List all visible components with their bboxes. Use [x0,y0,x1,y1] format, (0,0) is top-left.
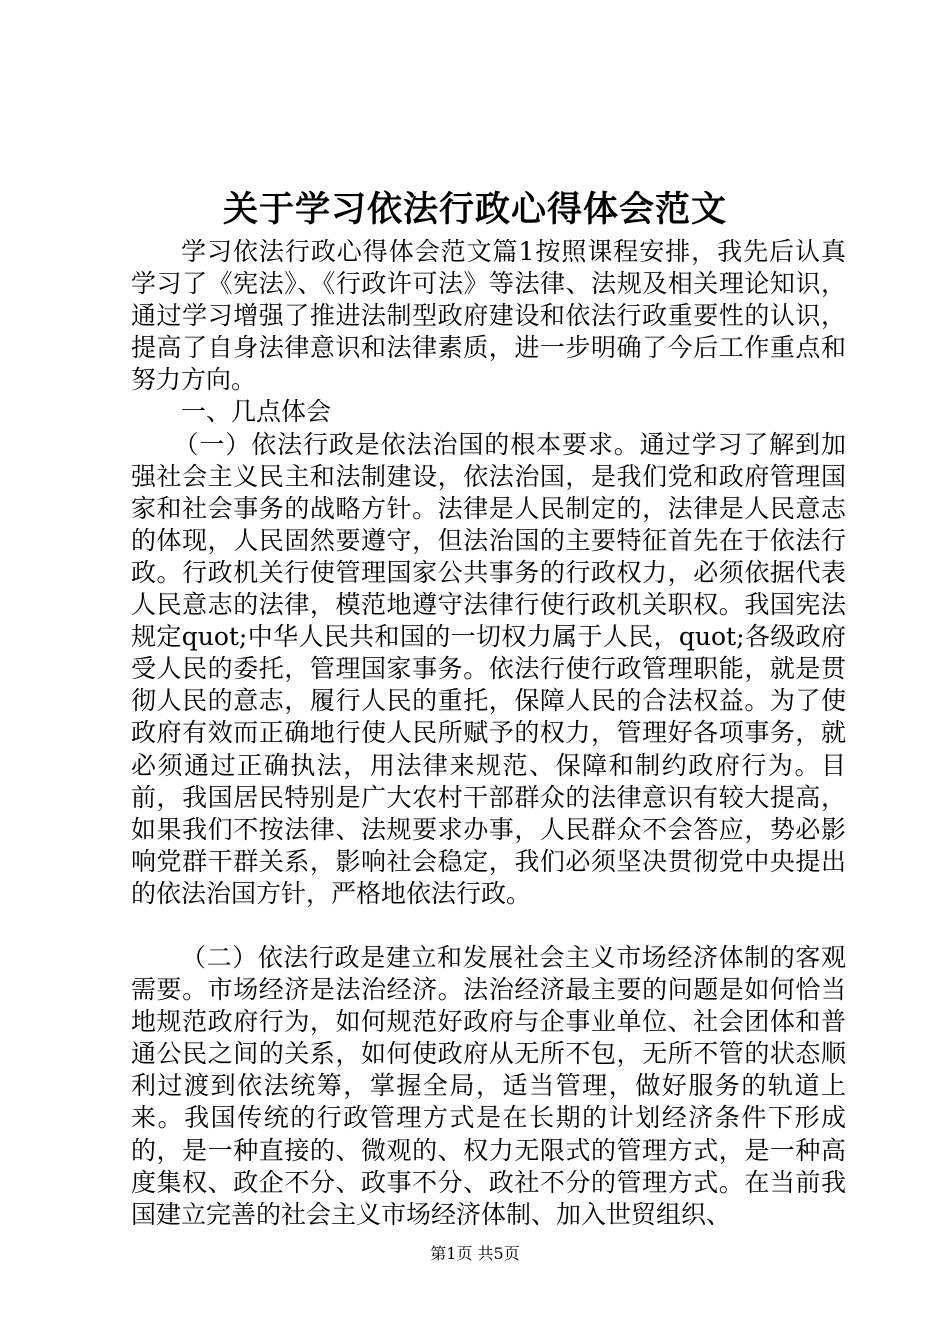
page-footer: 第1页 共5页 [430,1244,520,1263]
document-title: 关于学习依法行政心得体会范文 [222,189,727,230]
document-body [131,236,846,1231]
paragraph-intro: 学习依法行政心得体会范文篇1按照课程安排，我先后认真学习了《宪法》、《行政许可法》等法律、法规及相关理论知识，通过学习增强了推进法制型政府建设和依法行政重要性的认识，提高了自身法律意识和法律素质，进一步明确了今后工作重点和努力方向。 [131,237,846,395]
paragraph-gap [131,910,846,942]
paragraph-point-2: （二）依法行政是建立和发展社会主义市场经济体制的客观需要。市场经济是法治经济。法治经济最主要的问题是如何恰当地规范政府行为，如何规范好政府与企事业单位、社会团体和普通公民之间的关系，如何使政府从无所不包，无所不管的状态顺利过渡到依法统筹，掌握全局，适当管理，做好服务的轨道上来。我国传统的行政管理方式是在长期的计划经济条件下形成的，是一种直接的、微观的、权力无限式的管理方式，是一种高度集权、政企不分、政事不分、政社不分的管理方式。在当前我国建立完善的社会主义市场经济体制、加入世贸组织、 [131,942,846,1229]
section-heading: 一、几点体会 [181,397,332,427]
paragraph-point-1: （一）依法行政是依法治国的根本要求。通过学习了解到加强社会主义民主和法制建设，依法治国，是我们党和政府管理国家和社会事务的战略方针。法律是人民制定的，法律是人民意志的体现，人民固然要遵守，但法治国的主要特征首先在于依法行政。行政机关行使管理国家公共事务的行政权力，必须依据代表人民意志的法律，模范地遵守法律行使行政机关职权。我国宪法规定quot;中华人民共和国的一切权力属于人民，quot;各级政府受人民的委托，管理国家事务。依法行使行政管理职能，就是贯彻人民的意志，履行人民的重托，保障人民的合法权益。为了使政府有效而正确地行使人民所赋予的权力，管理好各项事务，就必须通过正确执法，用法律来规范、保障和制约政府行为。目前，我国居民特别是广大农村干部群众的法律意识有较大提高，如果我们不按法律、法规要求办事，人民群众不会答应，势必影响党群干群关系，影响社会稳定，我们必须坚决贯彻党中央提出的依法治国方针，严格地依法行政。 [131,429,846,908]
